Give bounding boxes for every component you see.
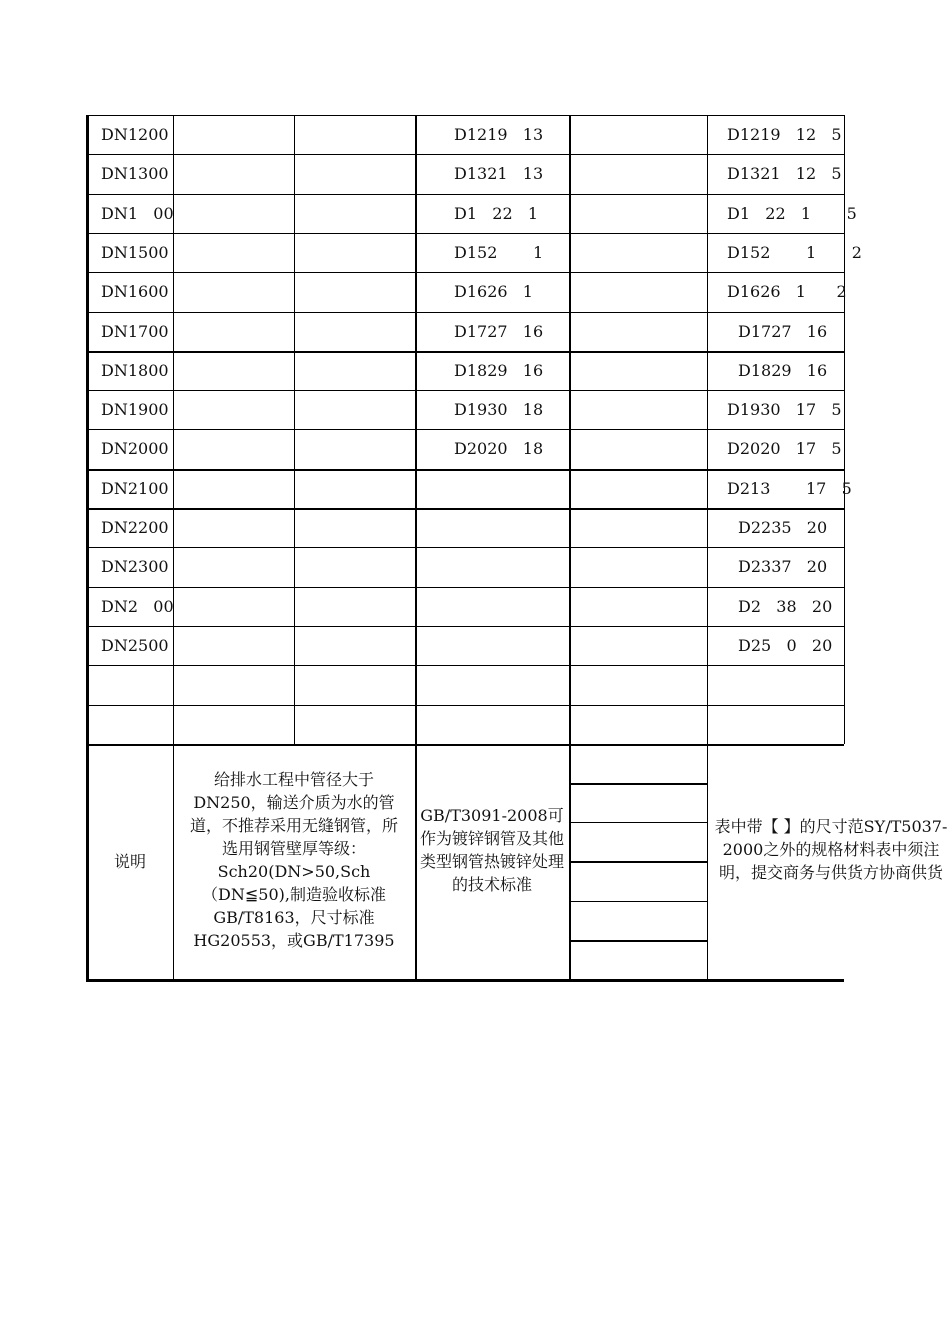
nominal-diameter-cell: DN2200 [101, 518, 169, 537]
pipe-spec-alt-cell: D1829 16 [738, 361, 828, 380]
row-divider [88, 665, 844, 666]
row-divider [88, 508, 844, 510]
nominal-diameter-cell: DN1600 [101, 282, 169, 301]
row-divider [88, 587, 844, 588]
notes-subcell-divider [569, 783, 707, 785]
pipe-spec-alt-cell: D1930 17 5 [727, 400, 842, 419]
pipe-spec-alt-cell: D213 17 5 [727, 479, 852, 498]
notes-subcell-divider [569, 822, 707, 823]
nominal-diameter-cell: DN2100 [101, 479, 169, 498]
row-divider [88, 469, 844, 471]
notes-subcell-divider [569, 901, 707, 902]
nominal-diameter-cell: DN2000 [101, 439, 169, 458]
row-divider [88, 705, 844, 706]
nominal-diameter-cell: DN2300 [101, 557, 169, 576]
pipe-spec-cell: D1829 16 [454, 361, 544, 380]
row-divider [88, 390, 844, 391]
nominal-diameter-cell: DN1700 [101, 322, 169, 341]
nominal-diameter-cell: DN1900 [101, 400, 169, 419]
notes-subcell-divider [569, 940, 707, 942]
pipe-spec-cell: D1930 18 [454, 400, 544, 419]
pipe-spec-cell: D1219 13 [454, 125, 544, 144]
row-divider [88, 744, 844, 746]
table-bottom-border [86, 979, 844, 982]
pipe-spec-alt-cell: D2337 20 [738, 557, 828, 576]
row-divider [88, 154, 844, 155]
row-divider [88, 272, 844, 273]
pipe-spec-cell: D1727 16 [454, 322, 544, 341]
nominal-diameter-cell: DN2500 [101, 636, 169, 655]
nominal-diameter-cell: DN1 00 [101, 204, 174, 223]
column-divider [707, 115, 708, 979]
row-divider [88, 194, 844, 195]
row-divider [88, 115, 844, 116]
notes-label: 说明 [113, 852, 146, 871]
notes-subcell-divider [569, 861, 707, 863]
pipe-spec-cell: D1626 1 [454, 282, 533, 301]
pipe-spec-cell: D1 22 1 [454, 204, 539, 223]
pipe-spec-cell: D2020 18 [454, 439, 544, 458]
pipe-spec-alt-cell: D1626 1 2 [727, 282, 847, 301]
pipe-spec-alt-cell: D2 38 20 [738, 597, 833, 616]
pipe-spec-alt-cell: D1321 12 5 [727, 164, 842, 183]
pipe-spec-alt-cell: D1727 16 [738, 322, 828, 341]
row-divider [88, 547, 844, 548]
pipe-spec-alt-cell: D2235 20 [738, 518, 828, 537]
pipe-spec-alt-cell: D152 1 2 [727, 243, 862, 262]
pipe-spec-alt-cell: D2020 17 5 [727, 439, 842, 458]
row-divider [88, 626, 844, 627]
nominal-diameter-cell: DN1500 [101, 243, 169, 262]
pipe-spec-alt-cell: D1219 12 5 [727, 125, 842, 144]
notes-galvanized-standard: GB/T3091-2008可作为镀锌钢管及其他类型钢管热镀锌处理的技术标准 [419, 806, 564, 894]
nominal-diameter-cell: DN1200 [101, 125, 169, 144]
nominal-diameter-cell: DN2 00 [101, 597, 174, 616]
column-divider [173, 115, 174, 979]
pipe-spec-alt-cell: D1 22 1 5 [727, 204, 857, 223]
column-divider [569, 115, 571, 979]
column-divider [415, 115, 417, 979]
notes-nonstandard-size: 表中带【 】的尺寸范SY/T5037-2000之外的规格材料表中须注明，提交商务与供货方协商供货 [714, 817, 948, 882]
nominal-diameter-cell: DN1300 [101, 164, 169, 183]
pipe-spec-cell: D152 1 [454, 243, 544, 262]
notes-seamless-pipe: 给排水工程中管径大于DN250，输送介质为水的管道，不推荐采用无缝钢管，所选用钢管壁厚等级：Sch20(DN>50,Sch（DN≦50),制造验收标准GB/T8163，尺寸标准HG20553，或GB/T17395 [189, 770, 398, 950]
column-divider [294, 115, 295, 744]
row-divider [88, 351, 844, 353]
pipe-spec-alt-cell: D25 0 20 [738, 636, 833, 655]
row-divider [88, 312, 844, 313]
row-divider [88, 233, 844, 234]
pipe-spec-cell: D1321 13 [454, 164, 544, 183]
row-divider [88, 429, 844, 430]
nominal-diameter-cell: DN1800 [101, 361, 169, 380]
